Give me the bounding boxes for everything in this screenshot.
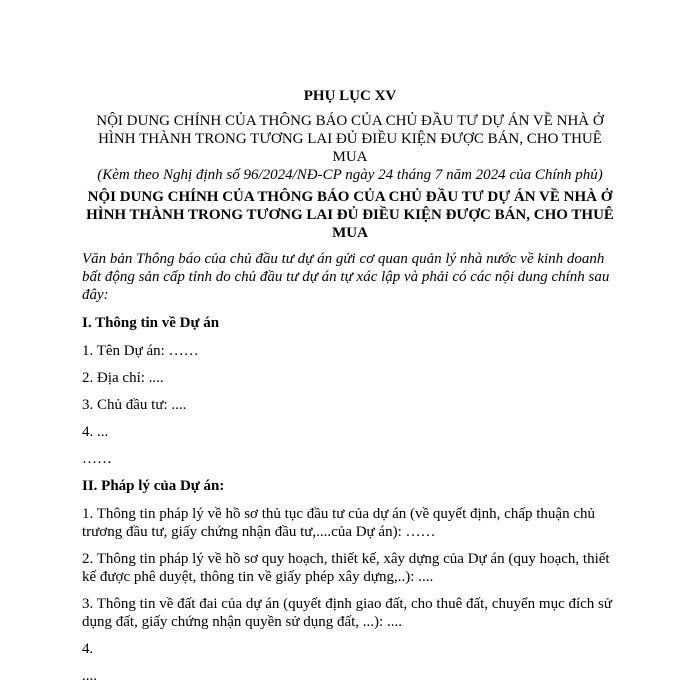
legal-planning-item: 2. Thông tin pháp lý về hồ sơ quy hoạch, thiết kế, xây dựng của Dự án (quy hoạch, thiết kế được phê duyệt, thông tin về giấy phép xây dựng,..): .... xyxy=(82,551,610,585)
project-item-4: 4. ... xyxy=(82,424,109,440)
project-item-ellipsis: …… xyxy=(82,451,112,467)
legal-land-item: 3. Thông tin về đất đai của dự án (quyết định giao đất, cho thuê đất, chuyển mục đích sử dụng đất, giấy chứng nhận quyền sử dụng đất, ...): .... xyxy=(82,596,613,630)
project-name-item: 1. Tên Dự án: …… xyxy=(82,343,199,359)
decree-note: (Kèm theo Nghị định số 96/2024/NĐ-CP ngày 24 tháng 7 năm 2024 của Chính phủ) xyxy=(97,167,603,183)
legal-item-ellipsis: .... xyxy=(82,668,97,684)
project-investor-item: 3. Chủ đầu tư: .... xyxy=(82,397,187,413)
notice-heading-bold: NỘI DUNG CHÍNH CỦA THÔNG BÁO CỦA CHỦ ĐẦU TƯ DỰ ÁN VỀ NHÀ Ở HÌNH THÀNH TRONG TƯƠNG LAI ĐỦ ĐIỀU KIỆN ĐƯỢC BÁN, CHO THUÊ MUA xyxy=(86,189,614,241)
legal-investment-item: 1. Thông tin pháp lý về hồ sơ thủ tục đầu tư của dự án (về quyết định, chấp thuận chủ trương đầu tư, giấy chứng nhận đầu tư,....của Dự án): …… xyxy=(82,506,595,540)
document-page xyxy=(82,86,618,694)
intro-paragraph: Văn bản Thông báo của chủ đầu tư dự án gửi cơ quan quản lý nhà nước về kinh doanh bất động sản cấp tỉnh do chủ đầu tư dự án tự xác lập và phải có các nội dung chính sau đây: xyxy=(82,251,610,303)
project-address-item: 2. Địa chỉ: .... xyxy=(82,370,164,386)
section-project-info-title: I. Thông tin về Dự án xyxy=(82,315,220,331)
legal-item-4: 4. xyxy=(82,641,94,657)
appendix-title: PHỤ LỤC XV xyxy=(303,88,397,104)
section-legal-title: II. Pháp lý của Dự án: xyxy=(82,478,225,494)
notice-heading: NỘI DUNG CHÍNH CỦA THÔNG BÁO CỦA CHỦ ĐẦU TƯ DỰ ÁN VỀ NHÀ Ở HÌNH THÀNH TRONG TƯƠNG LAI ĐỦ ĐIỀU KIỆN ĐƯỢC BÁN, CHO THUÊ MUA xyxy=(96,113,604,165)
